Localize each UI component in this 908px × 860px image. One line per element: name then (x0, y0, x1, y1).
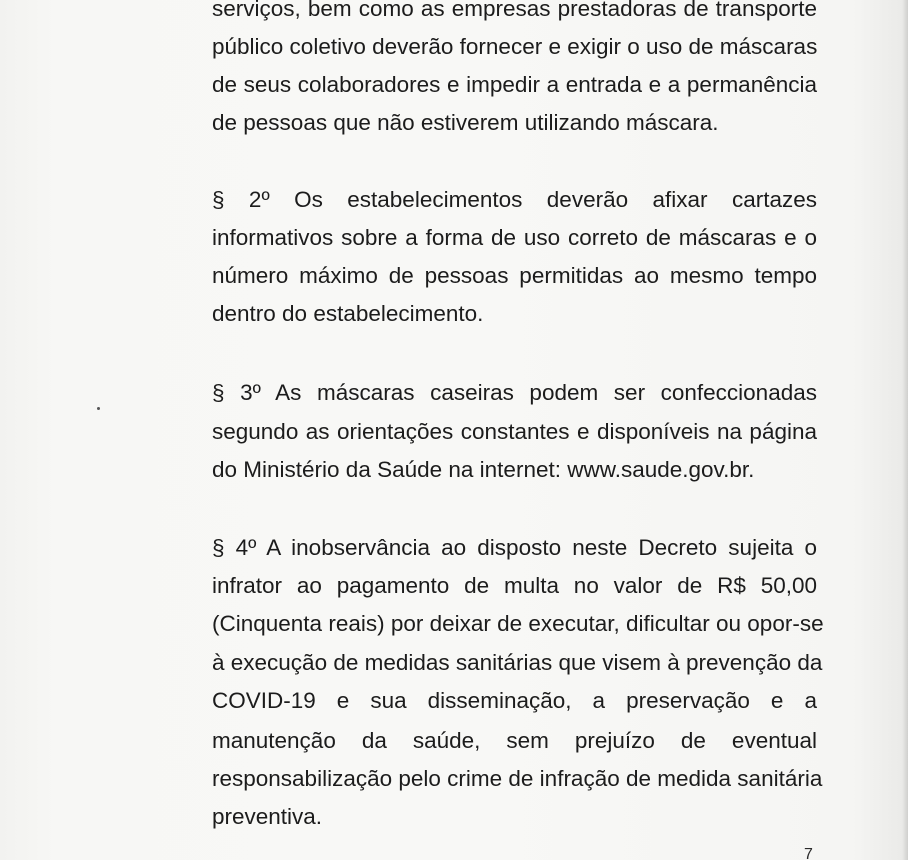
paragraph-1-line-1: serviços, bem como as empresas prestadoras de transporte (212, 0, 817, 21)
paragraph-1-line-4: de pessoas que não estiverem utilizando máscara. (212, 110, 719, 135)
paragraph-3-line-1: § 3º As máscaras caseiras podem ser confeccionadas (212, 380, 817, 405)
paragraph-2-line-3: número máximo de pessoas permitidas ao mesmo tempo (212, 263, 817, 288)
paragraph-3-line-2: segundo as orientações constantes e disponíveis na página (212, 419, 817, 444)
paragraph-2-line-2: informativos sobre a forma de uso correto de máscaras e o (212, 225, 817, 250)
paragraph-2-line-1: § 2º Os estabelecimentos deverão afixar cartazes (212, 187, 817, 212)
paragraph-1-line-2: público coletivo deverão fornecer e exigir o uso de máscaras (212, 34, 818, 59)
paragraph-4-line-3: (Cinquenta reais) por deixar de executar, dificultar ou opor-se (212, 611, 824, 636)
paragraph-1-line-3: de seus colaboradores e impedir a entrada e a permanência (212, 72, 817, 97)
paragraph-4-line-1: § 4º A inobservância ao disposto neste Decreto sujeita o (212, 535, 817, 560)
paragraph-2-line-4: dentro do estabelecimento. (212, 301, 484, 326)
paragraph-4-line-4: à execução de medidas sanitárias que visem à prevenção da (212, 650, 823, 675)
paragraph-4-line-8: preventiva. (212, 804, 323, 829)
paragraph-4-line-7: responsabilização pelo crime de infração de medida sanitária (212, 766, 823, 791)
page-number: 7 (804, 846, 813, 860)
paragraph-4-line-2: infrator ao pagamento de multa no valor de R$ 50,00 (212, 573, 817, 598)
paragraph-3-line-3: do Ministério da Saúde na internet: www.saude.gov.br. (212, 457, 755, 482)
paragraph-4-line-5: COVID-19 e sua disseminação, a preservação e a (212, 688, 817, 713)
paragraph-4-line-6: manutenção da saúde, sem prejuízo de eventual (212, 728, 817, 753)
paper-speck (97, 407, 100, 410)
